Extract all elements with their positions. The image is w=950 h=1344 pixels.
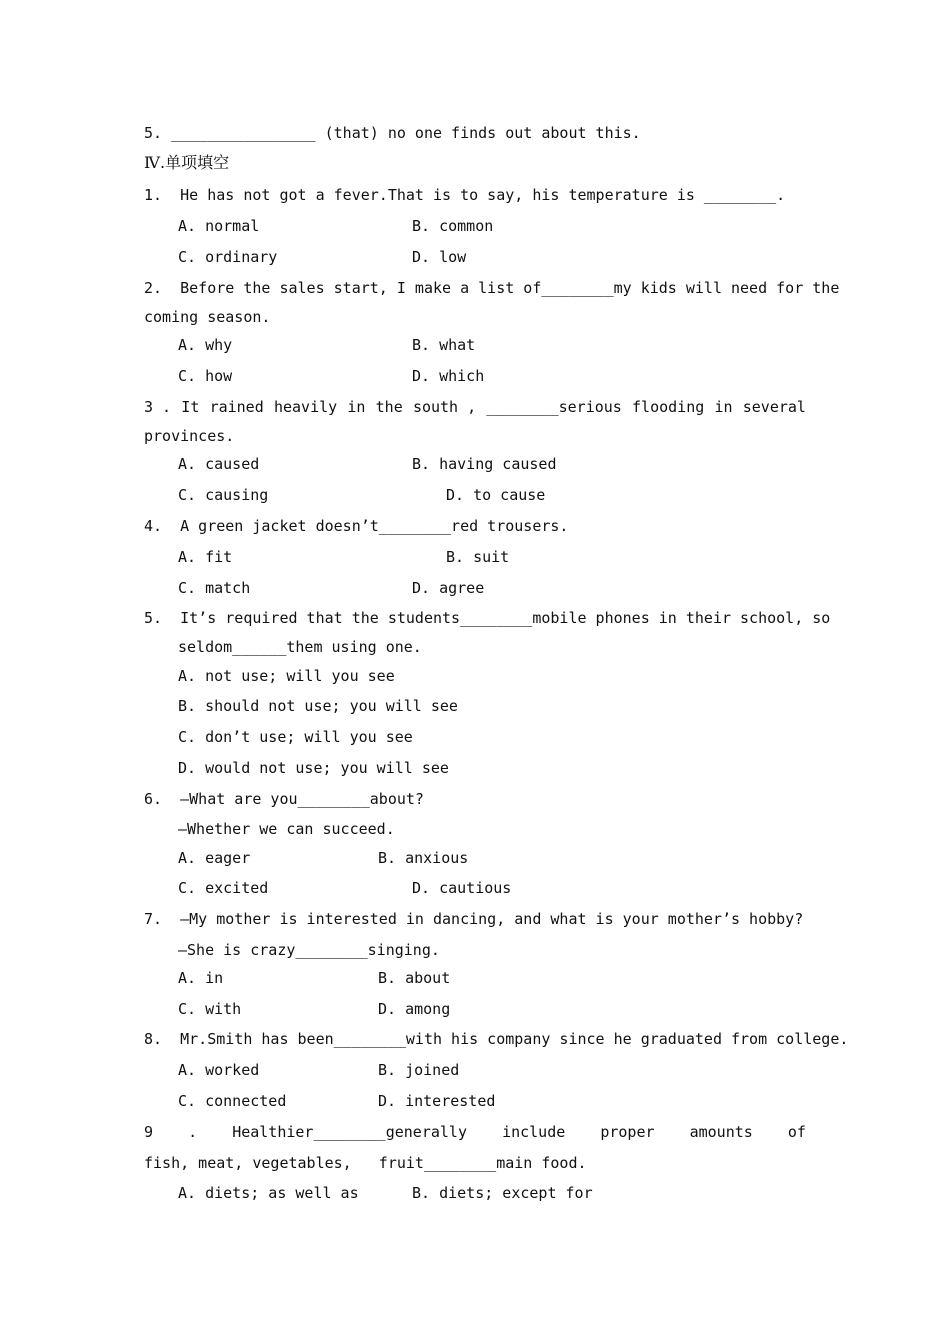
question-3-word: flooding: [632, 398, 705, 416]
question-5-option-c: C. don’t use; will you see: [178, 728, 413, 746]
question-2-option-d: D. which: [412, 367, 485, 385]
question-9-option-a: A. diets; as well as: [178, 1184, 359, 1202]
question-5-option-a: A. not use; will you see: [178, 667, 395, 685]
question-9-word: include: [502, 1123, 566, 1141]
question-3-word: in: [347, 398, 366, 416]
question-3-word: south ,: [412, 398, 477, 416]
question-1-option-d: D. low: [412, 248, 467, 266]
question-7-option-d: D. among: [378, 1000, 451, 1018]
question-3-word: in: [714, 398, 733, 416]
question-9-word: 9: [144, 1123, 154, 1141]
question-4-option-a: A. fit: [178, 548, 233, 566]
question-3-word: ________serious: [486, 398, 622, 416]
question-6-option-d: D. cautious: [412, 879, 512, 897]
question-3-option-a: A. caused: [178, 455, 260, 473]
question-1-option-a: A. normal: [178, 217, 260, 235]
question-9-stem-line1: [144, 1122, 806, 1142]
question-4-stem: 4. A green jacket doesn’t________red trousers.: [144, 517, 569, 535]
question-9-option-b: B. diets; except for: [412, 1184, 593, 1202]
question-8-option-b: B. joined: [378, 1061, 460, 1079]
question-6-option-c: C. excited: [178, 879, 269, 897]
question-5-stem-line2: seldom______them using one.: [178, 638, 422, 656]
question-3-word: heavily: [273, 398, 338, 416]
question-3-stem-line1: [144, 397, 806, 417]
question-1-stem: 1. He has not got a fever.That is to say, his temperature is ________.: [144, 186, 786, 204]
question-5-option-d: D. would not use; you will see: [178, 759, 449, 777]
question-3-word: several: [742, 398, 806, 416]
question-6-stem-line2: —Whether we can succeed.: [178, 820, 395, 838]
question-8-option-d: D. interested: [378, 1092, 496, 1110]
section-header: Ⅳ.单项填空: [144, 153, 230, 172]
question-3-stem-line2: provinces.: [144, 427, 235, 445]
question-5-option-b: B. should not use; you will see: [178, 697, 458, 715]
question-1-option-b: B. common: [412, 217, 494, 235]
question-3-word: It: [181, 398, 200, 416]
question-3-word: rained: [209, 398, 264, 416]
question-8-option-a: A. worked: [178, 1061, 260, 1079]
question-4-option-c: C. match: [178, 579, 251, 597]
question-3-option-b: B. having caused: [412, 455, 557, 473]
question-9-word: .: [188, 1123, 198, 1141]
question-3-option-d: D. to cause: [446, 486, 546, 504]
question-9-stem-line2: fish, meat, vegetables, fruit________main food.: [144, 1154, 587, 1172]
question-7-option-b: B. about: [378, 969, 451, 987]
question-2-option-a: A. why: [178, 336, 233, 354]
question-4-option-b: B. suit: [446, 548, 510, 566]
question-7-stem-line2: —She is crazy________singing.: [178, 941, 440, 959]
question-9-word: of: [787, 1123, 806, 1141]
question-6-option-a: A. eager: [178, 849, 251, 867]
question-1-option-c: C. ordinary: [178, 248, 278, 266]
item-5-sentence: 5. ________________ (that) no one finds out about this.: [144, 124, 641, 142]
question-9-word: amounts: [689, 1123, 753, 1141]
question-7-stem-line1: 7. —My mother is interested in dancing, and what is your mother’s hobby?: [144, 910, 804, 928]
question-2-stem-line1: 2. Before the sales start, I make a list of________my kids will need for the: [144, 279, 840, 297]
question-7-option-a: A. in: [178, 969, 224, 987]
question-2-option-c: C. how: [178, 367, 233, 385]
question-6-option-b: B. anxious: [378, 849, 469, 867]
question-3-word: the: [375, 398, 403, 416]
question-5-stem-line1: 5. It’s required that the students________mobile phones in their school, so: [144, 609, 831, 627]
question-3-word: 3 .: [144, 398, 172, 416]
question-2-stem-line2: coming season.: [144, 308, 271, 326]
question-4-option-d: D. agree: [412, 579, 485, 597]
question-8-stem: 8. Mr.Smith has been________with his company since he graduated from college.: [144, 1030, 849, 1048]
question-6-stem-line1: 6. —What are you________about?: [144, 790, 424, 808]
question-2-option-b: B. what: [412, 336, 476, 354]
question-9-word: Healthier________generally: [232, 1123, 467, 1141]
question-9-word: proper: [600, 1123, 655, 1141]
question-3-option-c: C. causing: [178, 486, 269, 504]
question-7-option-c: C. with: [178, 1000, 242, 1018]
question-8-option-c: C. connected: [178, 1092, 287, 1110]
